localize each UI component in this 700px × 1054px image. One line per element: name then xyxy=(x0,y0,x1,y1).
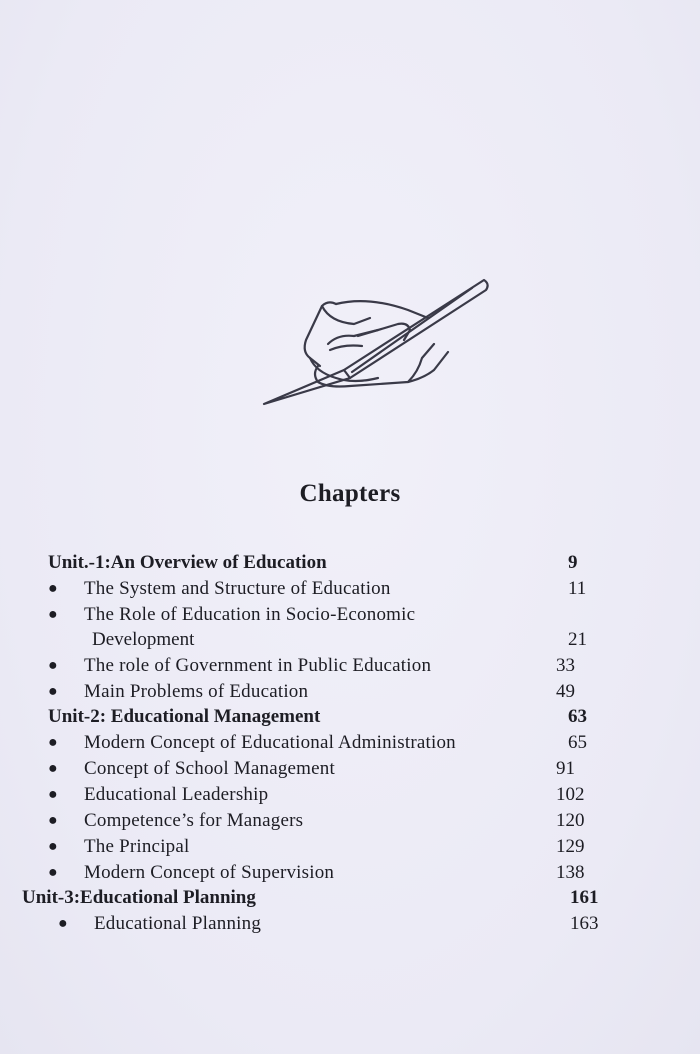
toc-page-number: 91 xyxy=(556,758,575,779)
toc-page-number: 163 xyxy=(570,913,599,934)
toc-item xyxy=(48,756,608,782)
toc-item xyxy=(48,860,608,886)
toc-item xyxy=(48,808,608,834)
toc-unit-3 xyxy=(22,885,612,911)
toc-item xyxy=(48,679,608,705)
toc-page-number: 65 xyxy=(568,732,587,753)
toc-unit-title: Unit-3:Educational Planning xyxy=(22,887,256,908)
toc-page-number: 11 xyxy=(568,578,587,599)
bullet-icon: ● xyxy=(48,760,58,777)
toc-page-number: 63 xyxy=(568,706,587,727)
toc-unit-2 xyxy=(48,704,608,730)
bullet-icon: ● xyxy=(48,657,58,674)
bullet-icon: ● xyxy=(48,606,58,623)
toc-item-title: Development xyxy=(92,629,195,650)
toc-item-title: Main Problems of Education xyxy=(84,681,309,702)
toc-item xyxy=(48,730,608,756)
toc-unit-title: Unit.-1:An Overview of Education xyxy=(48,552,327,573)
toc-page-number: 138 xyxy=(556,862,585,883)
toc-item xyxy=(58,911,618,937)
bullet-icon: ● xyxy=(48,812,58,829)
toc-item-title: Modern Concept of Educational Administration xyxy=(84,732,456,753)
bullet-icon: ● xyxy=(48,683,58,700)
toc-page-number: 9 xyxy=(568,552,578,573)
bullet-icon: ● xyxy=(48,838,58,855)
toc-item-title: The Principal xyxy=(84,836,190,857)
page-title: Chapters xyxy=(299,480,401,507)
toc-unit-title: Unit-2: Educational Management xyxy=(48,706,321,727)
toc-item xyxy=(48,602,608,628)
bullet-icon: ● xyxy=(58,915,68,932)
toc-page-number: 102 xyxy=(556,784,585,805)
toc-item-title: Educational Leadership xyxy=(84,784,269,805)
toc-item-title: Modern Concept of Supervision xyxy=(84,862,335,883)
bullet-icon: ● xyxy=(48,786,58,803)
toc-item xyxy=(48,576,608,602)
toc-page-number: 129 xyxy=(556,836,585,857)
toc-item-title: Competence’s for Managers xyxy=(84,810,304,831)
toc-page-number: 33 xyxy=(556,655,575,676)
bullet-icon: ● xyxy=(48,864,58,881)
toc-page-number: 21 xyxy=(568,629,587,650)
toc-page-number: 49 xyxy=(556,681,575,702)
toc-page-number: 161 xyxy=(570,887,599,908)
bullet-icon: ● xyxy=(48,734,58,751)
toc-item-continuation xyxy=(48,627,608,653)
toc-item xyxy=(48,834,608,860)
toc-item-title: The Role of Education in Socio-Economic xyxy=(84,604,416,625)
toc-item xyxy=(48,782,608,808)
toc-page-number: 120 xyxy=(556,810,585,831)
bullet-icon: ● xyxy=(48,580,58,597)
toc-item-title: The role of Government in Public Education xyxy=(84,655,432,676)
toc-item-title: Concept of School Management xyxy=(84,758,335,779)
toc-item-title: The System and Structure of Education xyxy=(84,578,391,599)
toc-item xyxy=(48,653,608,679)
toc-item-title: Educational Planning xyxy=(94,913,262,934)
toc-unit-1 xyxy=(48,550,608,576)
hand-writing-with-pen-icon xyxy=(258,274,494,410)
